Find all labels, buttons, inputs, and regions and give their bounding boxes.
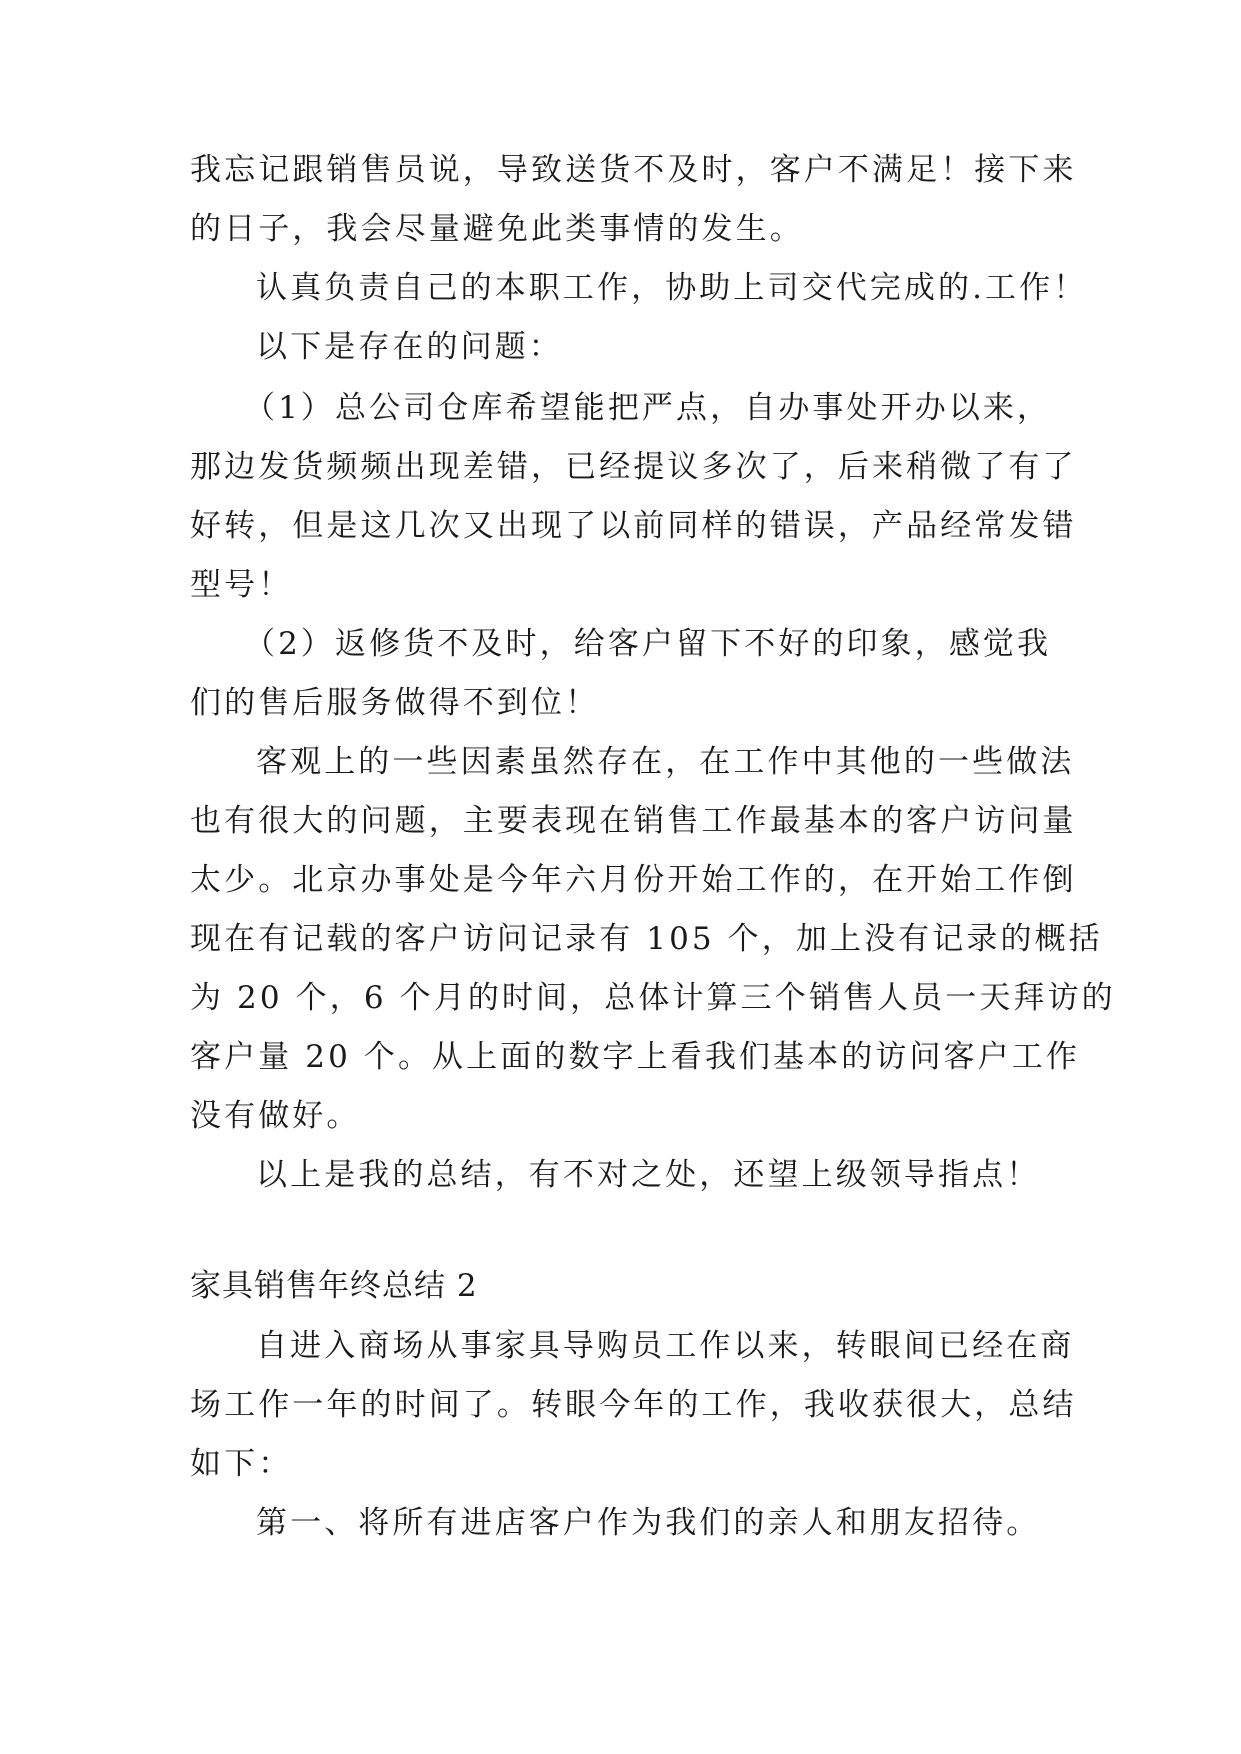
paragraph-line: 以下是存在的问题： — [256, 329, 563, 365]
paragraph-line: 认真负责自己的本职工作，协助上司交代完成的.工作！ — [256, 270, 1088, 306]
section-heading: 家具销售年终总结 2 — [190, 1268, 478, 1304]
paragraph-line: 以上是我的总结，有不对之处，还望上级领导指点！ — [256, 1157, 1041, 1193]
paragraph-line: 场工作一年的时间了。转眼今年的工作，我收获很大，总结 — [190, 1387, 1077, 1423]
paragraph-line: 现在有记载的客户访问记录有 105 个，加上没有记录的概括 — [190, 921, 1103, 957]
paragraph-line: 那边发货频频出现差错，已经提议多次了，后来稍微了有了 — [190, 449, 1077, 485]
paragraph-line: 第一、将所有进店客户作为我们的亲人和朋友招待。 — [256, 1505, 1041, 1541]
paragraph-line: 客观上的一些因素虽然存在，在工作中其他的一些做法 — [256, 744, 1075, 780]
paragraph-line: 太少。北京办事处是今年六月份开始工作的，在开始工作倒 — [190, 862, 1077, 898]
paragraph-line: 型号！ — [190, 567, 293, 603]
paragraph-line: 也有很大的问题，主要表现在销售工作最基本的客户访问量 — [190, 803, 1077, 839]
paragraph-line: 的日子，我会尽量避免此类事情的发生。 — [190, 211, 804, 247]
list-item-line: （1）总公司仓库希望能把严点，自办事处开办以来， — [244, 390, 1052, 426]
paragraph-line: 好转，但是这几次又出现了以前同样的错误，产品经常发错 — [190, 508, 1077, 544]
paragraph-line: 为 20 个，6 个月的时间，总体计算三个销售人员一天拜访的 — [190, 980, 1116, 1016]
list-item-line: （2）返修货不及时，给客户留下不好的印象，感觉我 — [244, 626, 1052, 662]
paragraph-line: 自进入商场从事家具导购员工作以来，转眼间已经在商 — [256, 1328, 1075, 1364]
document-page — [190, 0, 1116, 1754]
paragraph-line: 客户量 20 个。从上面的数字上看我们基本的访问客户工作 — [190, 1039, 1080, 1075]
paragraph-line: 如下： — [190, 1446, 293, 1482]
paragraph-line: 们的售后服务做得不到位！ — [190, 685, 600, 721]
paragraph-line: 没有做好。 — [190, 1098, 361, 1134]
paragraph-line: 我忘记跟销售员说，导致送货不及时，客户不满足！接下来 — [190, 152, 1077, 188]
